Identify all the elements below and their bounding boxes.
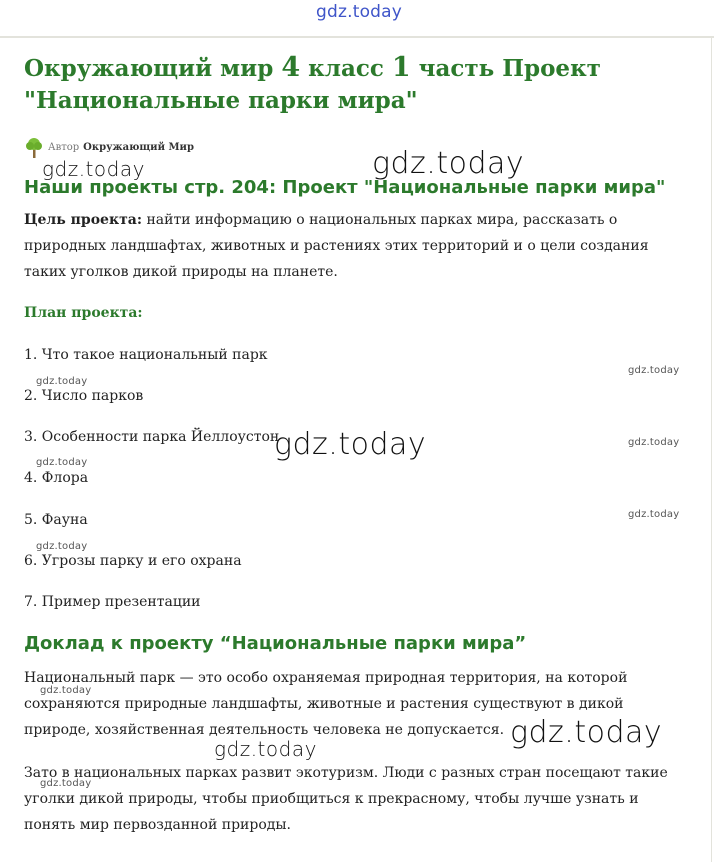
watermark: gdz.today <box>274 427 427 462</box>
goal-text: найти информацию о национальных парках мира, рассказать о природных ландшафтах, животных и растениях этих территорий и о цели создания таких уголков дикой природы на планете. <box>24 212 649 280</box>
plan-item: 5. Фауна <box>24 512 88 528</box>
watermark: gdz.today <box>36 457 88 468</box>
section-heading-report: Доклад к проекту “Национальные парки мира” <box>24 633 527 654</box>
site-logo[interactable]: gdz.today <box>316 2 403 22</box>
plan-item: 1. Что такое национальный парк <box>24 347 268 363</box>
plan-item: 3. Особенности парка Йеллоустон <box>24 429 280 445</box>
author-name[interactable]: Окружающий Мир <box>83 141 194 153</box>
plan-label: План проекта: <box>24 305 143 321</box>
watermark: gdz.today <box>628 509 680 520</box>
watermark: gdz.today <box>510 715 663 750</box>
report-paragraph-1: Национальный парк — это особо охраняемая природная территория, на которой сохраняются природные ландшафты, животные и растения существуют в дикой природе, хозяйственная деятельность человека не допускается. <box>24 670 628 738</box>
project-goal <box>24 207 684 285</box>
plan-item: 4. Флора <box>24 470 89 486</box>
watermark: gdz.today <box>36 541 88 552</box>
plan-item: 2. Число парков <box>24 388 144 404</box>
tree-icon <box>24 136 44 158</box>
content-divider <box>711 36 712 862</box>
goal-label: Цель проекта: <box>24 212 142 228</box>
watermark: gdz.today <box>628 365 680 376</box>
page-title: Окружающий мир 4 класс 1 часть Проект "Национальные парки мира" <box>24 52 601 114</box>
plan-item: 7. Пример презентации <box>24 594 201 610</box>
author-line <box>24 136 194 158</box>
plan-item: 6. Угрозы парку и его охрана <box>24 553 242 569</box>
watermark: gdz.today <box>36 376 88 387</box>
watermark: gdz.today <box>40 685 92 696</box>
author-label: Автор <box>48 141 80 153</box>
watermark: gdz.today <box>42 157 145 181</box>
watermark: gdz.today <box>372 146 525 181</box>
section-heading-projects: Наши проекты стр. 204: Проект "Национальные парки мира" <box>24 177 666 198</box>
watermark: gdz.today <box>628 437 680 448</box>
watermark: gdz.today <box>40 778 92 789</box>
site-header <box>0 0 714 38</box>
report-paragraph-2: Зато в национальных парках развит экотуризм. Люди с разных стран посещают такие уголки дикой природы, чтобы приобщиться к прекрасному, чтобы лучше узнать и понять мир первозданной природы. <box>24 765 668 833</box>
watermark: gdz.today <box>214 737 317 761</box>
